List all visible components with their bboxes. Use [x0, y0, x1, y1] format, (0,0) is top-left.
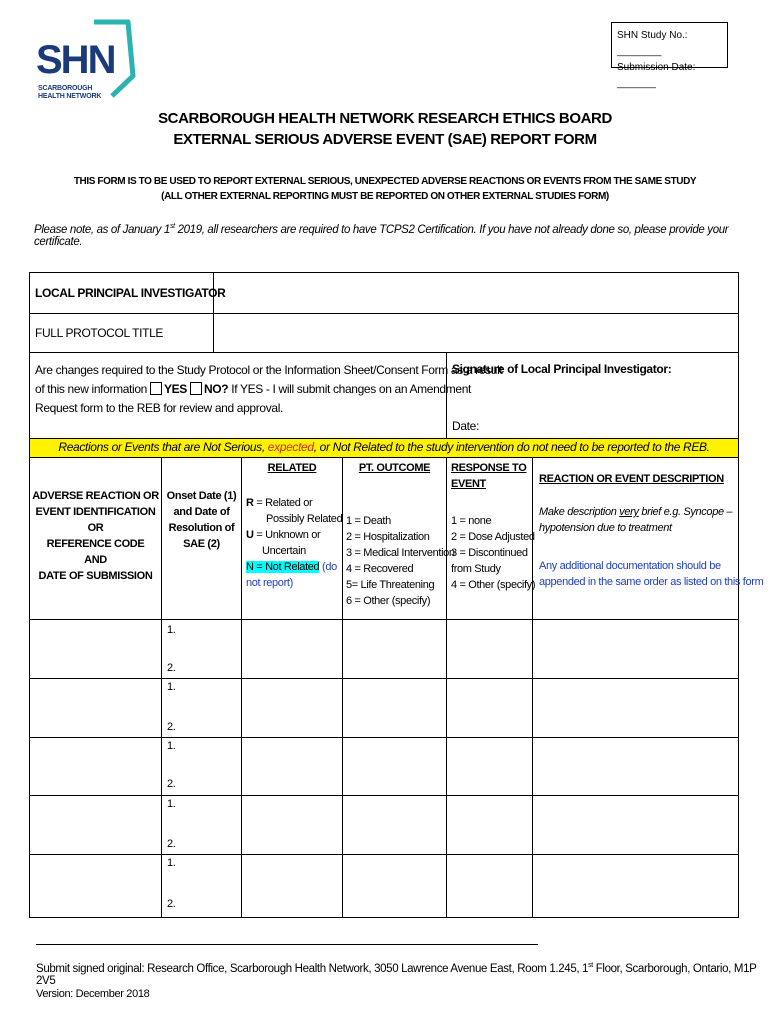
form-subtitle-line1: THIS FORM IS TO BE USED TO REPORT EXTERNAL SERIOUS, UNEXPECTED ADVERSE REACTIONS OR EVENTS FROM THE SAME STUDY: [73, 176, 697, 187]
tcps2-note: Please note, as of January 1st 2019, all researchers are required to have TCPS2 Certification. If you have not already done so, please provide your certificate.: [34, 223, 729, 248]
reporting-banner-text: Reactions or Events that are Not Serious, expected, or Not Related to the study intervention do not need to be reported to the REB.: [58, 440, 710, 454]
no-checkbox[interactable]: [190, 382, 202, 395]
col-related-header: RELATED: [267, 462, 317, 474]
submit-address: Submit signed original: Research Office, Scarborough Health Network, 3050 Lawrence Avenue East, Room 1.245, 1st Floor, Scarborough, Ontario, M1P 2V5: [36, 962, 757, 987]
response-legend: 1 = none 2 = Dose Adjusted 3 = Discontinued from Study 4 = Other (specify): [451, 515, 536, 591]
protocol-title-label: FULL PROTOCOL TITLE: [35, 326, 164, 340]
version-label: Version: December 2018: [36, 988, 150, 1000]
table-row[interactable]: 1. 2.: [167, 740, 176, 790]
table-row[interactable]: 1. 2.: [167, 857, 176, 910]
date-label[interactable]: Date:: [452, 419, 479, 433]
outcome-legend: 1 = Death 2 = Hospitalization 3 = Medical Intervention 4 = Recovered 5= Life Threatening 6 = Other (specify): [346, 515, 455, 607]
col-description-header: REACTION OR EVENT DESCRIPTION: [539, 473, 724, 485]
col-response-header: RESPONSE TO EVENT: [451, 462, 527, 490]
signature-label: Signature of Local Principal Investigator:: [452, 362, 672, 376]
form-title-line1: SCARBOROUGH HEALTH NETWORK RESEARCH ETHICS BOARD: [158, 110, 612, 127]
logo-text: SHN: [36, 38, 115, 82]
logo-subtext: SCARBOROUGH HEALTH NETWORK: [38, 85, 102, 100]
col-adverse-reaction-header: ADVERSE REACTION OR EVENT IDENTIFICATION OR REFERENCE CODE AND DATE OF SUBMISSION: [32, 490, 159, 582]
form-title-line2: EXTERNAL SERIOUS ADVERSE EVENT (SAE) REPORT FORM: [173, 131, 597, 148]
table-row[interactable]: 1. 2.: [167, 681, 176, 733]
description-hint: Make description very brief e.g. Syncope – hypotension due to treatment: [539, 506, 733, 534]
submission-date-label[interactable]: Submission Date: _______: [617, 62, 696, 89]
yes-checkbox[interactable]: [150, 382, 162, 395]
study-no-label[interactable]: SHN Study No.: ________: [617, 30, 688, 57]
protocol-title-field[interactable]: [214, 314, 738, 351]
table-row[interactable]: 1. 2.: [167, 798, 176, 850]
footer-divider: [36, 944, 538, 945]
local-pi-field[interactable]: [214, 273, 738, 312]
form-subtitle-line2: (ALL OTHER EXTERNAL REPORTING MUST BE REPORTED ON OTHER EXTERNAL STUDIES FORM): [161, 191, 609, 202]
description-attachment-note: Any additional documentation should be appended in the same order as listed on this form: [539, 560, 764, 588]
col-outcome-header: PT. OUTCOME: [358, 462, 431, 474]
related-legend: R = Related or Possibly Related U = Unknown or Uncertain N = Not Related (do not report): [246, 497, 343, 589]
local-pi-label: LOCAL PRINCIPAL INVESTIGATOR: [35, 286, 226, 300]
signature-field[interactable]: [448, 380, 738, 416]
table-row[interactable]: 1. 2.: [167, 624, 176, 674]
study-info-box: [611, 22, 728, 89]
changes-question: Are changes required to the Study Protocol or the Information Sheet/Consent Form as a result of this new information YES NO? If YES - I will submit changes on an Amendment Request form to the REB for review and approval.: [35, 363, 503, 415]
col-onset-date-header: Onset Date (1) and Date of Resolution of SAE (2): [166, 490, 237, 550]
